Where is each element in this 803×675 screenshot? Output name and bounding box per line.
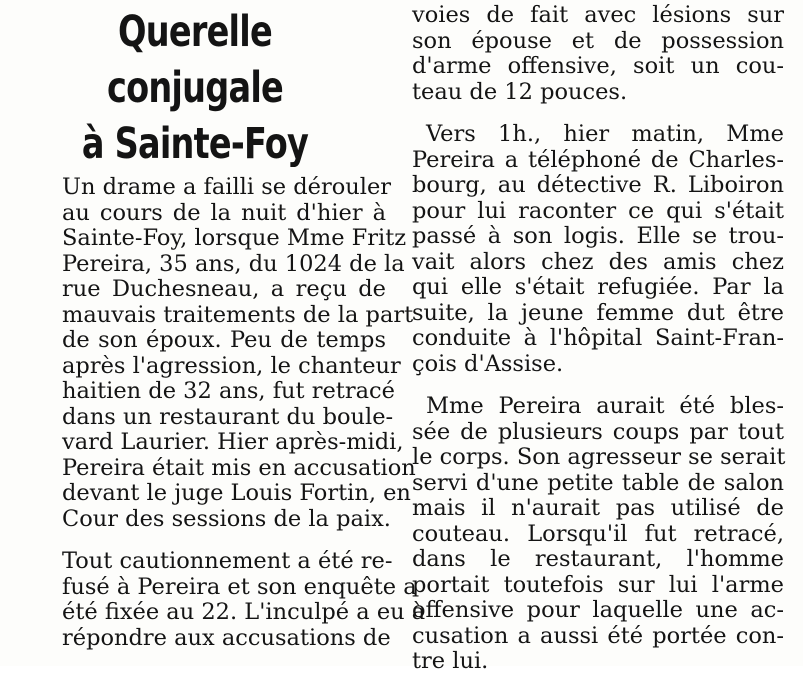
text-line: au cours de la nuit d'hier à xyxy=(62,199,386,226)
text-line: bourg, au détective R. Liboiron xyxy=(412,172,784,198)
text-line: après l'agression, le chanteur xyxy=(62,352,401,379)
text-line: rue Duchesneau, a reçu de xyxy=(62,276,386,302)
text-line: teau de 12 pouces. xyxy=(412,78,628,105)
headline-line-2: conjugale xyxy=(106,63,284,113)
text-line: voies de fait avec lésions sur xyxy=(412,2,784,28)
right-paragraph-2 xyxy=(412,122,784,377)
left-paragraph-1 xyxy=(48,174,416,532)
text-line: conduite à l'hôpital Saint-Fran- xyxy=(412,325,784,351)
text-line: sée de plusieurs coups par tout xyxy=(412,418,784,445)
text-line: pour lui raconter ce qui s'était xyxy=(412,197,784,224)
left-paragraph-2 xyxy=(48,548,426,651)
text-line: Cour des sessions de la paix. xyxy=(62,505,391,532)
text-line: son épouse et de possession xyxy=(412,27,784,54)
text-line: passé à son logis. Elle se trou- xyxy=(412,223,784,249)
headline-line-1: Querelle xyxy=(118,7,272,57)
left-column xyxy=(48,174,426,651)
text-line: qui elle s'était refugiée. Par la xyxy=(412,274,784,300)
text-line: dans un restaurant du boule- xyxy=(62,403,394,430)
headline-line-3: à Sainte-Foy xyxy=(81,119,309,169)
text-line: d'arme offensive, soit un cou- xyxy=(412,53,784,79)
text-line: le corps. Son agresseur se serait xyxy=(412,444,786,470)
right-paragraph-1 xyxy=(412,3,784,105)
text-line: portait toutefois sur lui l'arme xyxy=(412,571,784,598)
text-line: devant le juge Louis Fortin, en xyxy=(62,480,411,506)
text-line: Sainte-Foy, lorsque Mme Fritz xyxy=(62,225,407,251)
text-line: Pereira était mis en accusation xyxy=(62,454,416,481)
text-line: Vers 1h., hier matin, Mme xyxy=(426,121,784,147)
text-line: çois d'Assise. xyxy=(412,350,564,377)
text-line: Un drame a failli se dérouler xyxy=(62,174,392,200)
text-line: répondre aux accusations de xyxy=(62,624,391,651)
text-line: Pereira a téléphoné de Charles- xyxy=(412,146,784,173)
text-line: Pereira, 35 ans, du 1024 de la xyxy=(62,250,405,277)
text-line: servi d'une petite table de salon xyxy=(412,469,784,496)
text-line: mauvais traitements de la part xyxy=(62,301,414,328)
text-line: dans le restaurant, l'homme xyxy=(412,546,784,572)
text-line: offensive pour laquelle une ac- xyxy=(412,597,784,623)
text-line: haitien de 32 ans, fut retracé xyxy=(62,378,395,404)
text-line: Tout cautionnement a été re- xyxy=(62,548,393,574)
headline xyxy=(74,4,316,172)
text-line: suite, la jeune femme dut être xyxy=(412,299,784,326)
text-line: fusé à Pereira et son enquête a xyxy=(62,573,417,600)
text-line: été fixée au 22. L'inculpé a eu à xyxy=(62,599,426,625)
text-line: couteau. Lorsqu'il fut retracé, xyxy=(412,520,784,547)
text-line: Mme Pereira aurait été bles- xyxy=(426,393,784,419)
text-line: de son époux. Peu de temps xyxy=(62,327,386,353)
text-line: cusation a aussi été portée con- xyxy=(412,622,784,649)
text-line: vard Laurier. Hier après-midi, xyxy=(62,429,404,455)
right-column xyxy=(412,3,784,675)
text-line: vait alors chez des amis chez xyxy=(412,248,784,275)
right-paragraph-3 xyxy=(412,394,784,675)
text-line: mais il n'aurait pas utilisé de xyxy=(412,495,784,521)
text-line: tre lui. xyxy=(412,648,489,674)
